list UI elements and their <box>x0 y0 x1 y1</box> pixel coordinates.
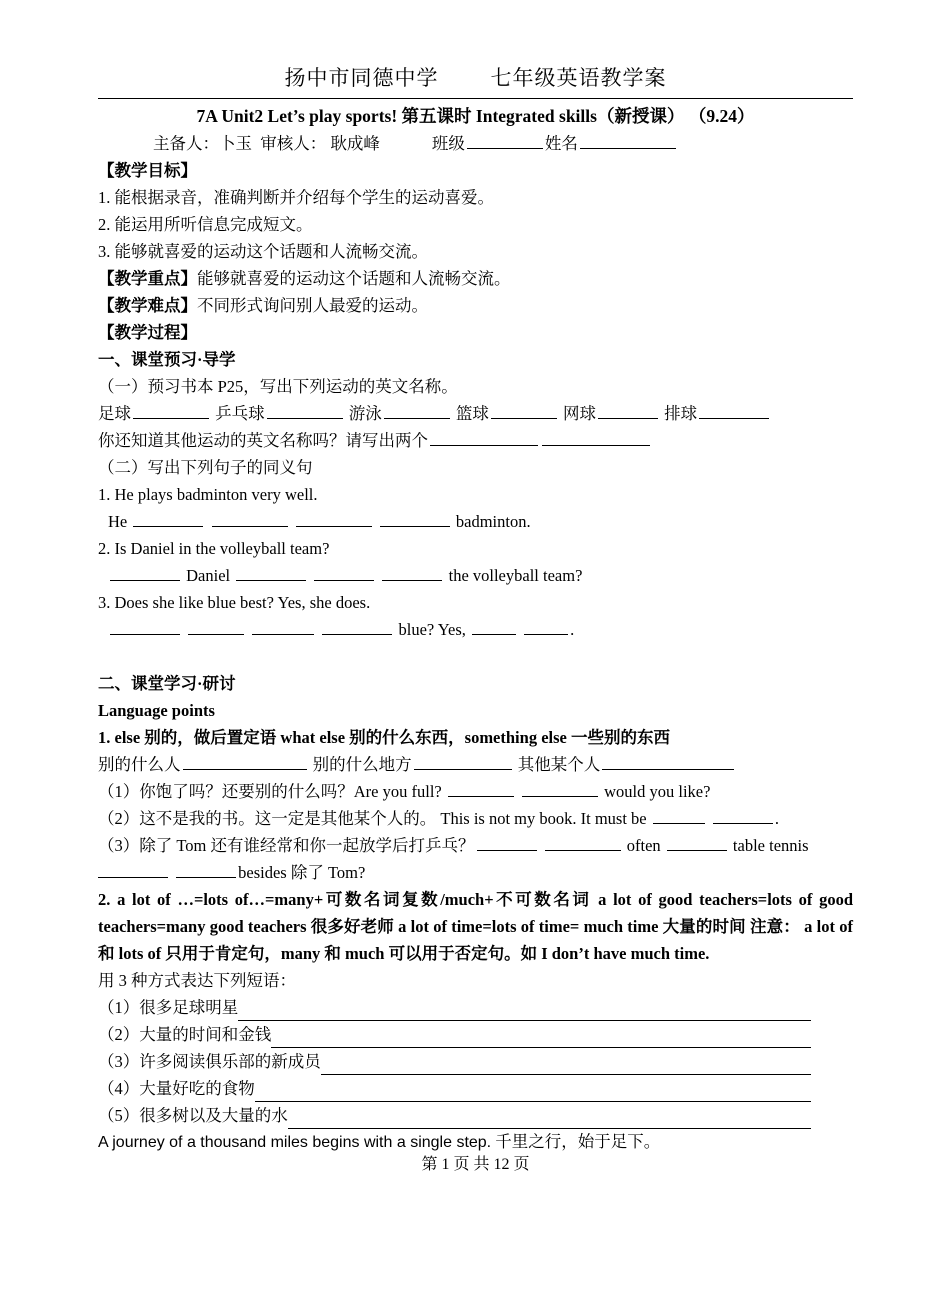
question-3: 3. Does she like blue best? Yes, she does. <box>98 593 371 612</box>
answer-blank[interactable] <box>110 617 180 635</box>
phrase-item <box>98 1048 853 1075</box>
answer-blank[interactable] <box>188 617 244 635</box>
answer-blank[interactable] <box>491 401 557 419</box>
answer-word: badminton. <box>455 512 531 531</box>
answer-blank[interactable] <box>545 833 621 851</box>
answer-blank[interactable] <box>238 1002 811 1021</box>
answer-2 <box>98 562 853 589</box>
answer-blank[interactable] <box>314 563 374 581</box>
answer-blank[interactable] <box>133 401 209 419</box>
answer-blank[interactable] <box>133 509 203 527</box>
answer-blank[interactable] <box>653 806 705 824</box>
phrase-prompt: （5）很多树以及大量的水 <box>98 1106 288 1125</box>
example-text: （2）这不是我的书。这一定是其他某个人的。 This is not my book. It must be <box>98 809 647 828</box>
key-point-label: 【教学重点】 <box>98 269 197 288</box>
key-point-text: 能够就喜爱的运动这个话题和人流畅交流。 <box>197 269 511 288</box>
sport-label: 篮球 <box>455 404 489 423</box>
difficulty-label: 【教学难点】 <box>98 296 197 315</box>
answer-blank[interactable] <box>212 509 288 527</box>
answer-blank[interactable] <box>382 563 442 581</box>
example-text: （3）除了 Tom 还有谁经常和你一起放学后打乒乓？ <box>98 836 475 855</box>
phrase-item <box>98 1075 853 1102</box>
answer-word: He <box>108 512 128 531</box>
sport-label: 游泳 <box>348 404 382 423</box>
phrase-prompt: （1）很多足球明星 <box>98 998 239 1017</box>
ask-more-line <box>98 427 853 454</box>
answer-blank[interactable] <box>271 1029 811 1048</box>
answer-blank[interactable] <box>236 563 306 581</box>
sport-label: 乒乓球 <box>215 404 265 423</box>
answer-blank[interactable] <box>322 617 392 635</box>
answer-blank[interactable] <box>602 752 734 770</box>
phrase-item <box>98 1021 853 1048</box>
answer-blank[interactable] <box>667 833 727 851</box>
phrase-item <box>98 1102 853 1129</box>
key-point <box>98 265 853 292</box>
reviewer: 审核人： 耿成峰 <box>260 134 380 153</box>
subject-name: 七年级英语教学案 <box>490 66 667 90</box>
answer-blank[interactable] <box>183 752 307 770</box>
answer-blank[interactable] <box>524 617 568 635</box>
objective-item: 1. 能根据录音，准确判断并介绍每个学生的运动喜爱。 <box>98 188 494 207</box>
answer-blank[interactable] <box>98 860 168 878</box>
page-number: 第 1 页 共 12 页 <box>421 1156 530 1173</box>
school-name: 扬中市同德中学 <box>284 66 439 90</box>
question-1: 1. He plays badminton very well. <box>98 485 318 504</box>
point2-task: 用 3 种方式表达下列短语： <box>98 971 296 990</box>
phrase-prompt: （3）许多阅读俱乐部的新成员 <box>98 1052 321 1071</box>
answer-word: the volleyball team? <box>448 566 583 585</box>
answer-blank[interactable] <box>472 617 516 635</box>
point1-title: 1. else 别的，做后置定语 what else 别的什么东西，something else 一些别的东西 <box>98 728 670 747</box>
proverb-en: A journey of a thousand miles begins with a single step. <box>98 1134 492 1151</box>
answer-blank[interactable] <box>110 563 180 581</box>
example-text: （1）你饱了吗？还要别的什么吗？Are you full? <box>98 782 442 801</box>
example-text: would you like? <box>604 782 711 801</box>
word-prompt: 其他某个人 <box>517 755 601 774</box>
answer-blank[interactable] <box>430 428 538 446</box>
point1-example-1 <box>98 778 853 805</box>
answer-blank[interactable] <box>598 401 658 419</box>
answer-word: . <box>570 620 575 639</box>
point2-text: 2. a lot of …=lots of…=many+可数名词复数/much+不可数名词 a lot of good teachers=lots of good teachers=many good teachers 很多好老师 a lot of time=lots of time= much time 大量的时间 注意： a lot of 和 lots of 只用于肯定句，many 和 much 可以用于否定句。如 I don’t have much time. <box>98 890 853 963</box>
answer-blank[interactable] <box>288 1110 811 1129</box>
answer-word: Daniel <box>186 566 231 585</box>
question-2: 2. Is Daniel in the volleyball team? <box>98 539 330 558</box>
answer-blank[interactable] <box>321 1056 811 1075</box>
sport-label: 网球 <box>563 404 596 423</box>
sports-row <box>98 400 853 427</box>
answer-blank[interactable] <box>477 833 537 851</box>
name-label: 姓名 <box>544 134 578 153</box>
class-label: 班级 <box>431 134 465 153</box>
answer-blank[interactable] <box>380 509 450 527</box>
answer-1 <box>98 508 853 535</box>
answer-word: blue? Yes, <box>398 620 466 639</box>
name-blank[interactable] <box>580 131 676 149</box>
phrase-item <box>98 994 853 1021</box>
section1-part1: （一）预习书本 P25，写出下列运动的英文名称。 <box>98 377 458 396</box>
answer-blank[interactable] <box>522 779 598 797</box>
answer-blank[interactable] <box>384 401 450 419</box>
page-header <box>98 60 853 99</box>
answer-blank[interactable] <box>713 806 773 824</box>
answer-blank[interactable] <box>255 1083 811 1102</box>
answer-3 <box>98 616 853 643</box>
example-text: . <box>774 809 779 828</box>
answer-blank[interactable] <box>252 617 314 635</box>
answer-blank[interactable] <box>267 401 343 419</box>
objectives-heading: 【教学目标】 <box>98 161 197 180</box>
phrase-prompt: （4）大量好吃的食物 <box>98 1079 255 1098</box>
sport-label: 足球 <box>98 404 131 423</box>
objective-item: 2. 能运用所听信息完成短文。 <box>98 215 313 234</box>
word-prompt: 别的什么人 <box>98 755 181 774</box>
process-heading: 【教学过程】 <box>98 323 197 342</box>
point1-example-3-cont <box>98 859 853 886</box>
point1-example-2 <box>98 805 853 832</box>
point1-words <box>98 751 853 778</box>
example-text: table tennis <box>732 836 809 855</box>
worksheet-page <box>98 60 853 1176</box>
difficulty-text: 不同形式询问别人最爱的运动。 <box>197 296 428 315</box>
author-line <box>98 130 853 157</box>
language-points-heading: Language points <box>98 701 215 720</box>
section2-heading: 二、课堂学习·研讨 <box>98 674 236 693</box>
word-prompt: 别的什么地方 <box>312 755 412 774</box>
answer-blank[interactable] <box>542 428 650 446</box>
preparer: 主备人：卜玉 <box>153 134 252 153</box>
answer-blank[interactable] <box>176 860 236 878</box>
example-text: often <box>626 836 661 855</box>
difficulty <box>98 292 853 319</box>
sport-label: 排球 <box>664 404 698 423</box>
section1-heading: 一、课堂预习·导学 <box>98 350 236 369</box>
objective-item: 3. 能够就喜爱的运动这个话题和人流畅交流。 <box>98 242 428 261</box>
proverb-zh: 千里之行，始于足下。 <box>491 1132 661 1151</box>
answer-blank[interactable] <box>699 401 769 419</box>
answer-blank[interactable] <box>296 509 372 527</box>
answer-blank[interactable] <box>414 752 512 770</box>
proverb <box>98 1129 853 1154</box>
phrase-prompt: （2）大量的时间和金钱 <box>98 1025 272 1044</box>
example-text: besides 除了 Tom? <box>238 863 366 882</box>
lesson-title: 7A Unit2 Let’s play sports! 第五课时 Integrated skills（新授课） （9.24） <box>196 106 755 126</box>
section1-part2: （二）写出下列句子的同义句 <box>98 458 313 477</box>
point1-example-3 <box>98 832 853 859</box>
answer-blank[interactable] <box>448 779 514 797</box>
class-blank[interactable] <box>467 131 543 149</box>
ask-more-text: 你还知道其他运动的英文名称吗？请写出两个 <box>98 431 428 450</box>
